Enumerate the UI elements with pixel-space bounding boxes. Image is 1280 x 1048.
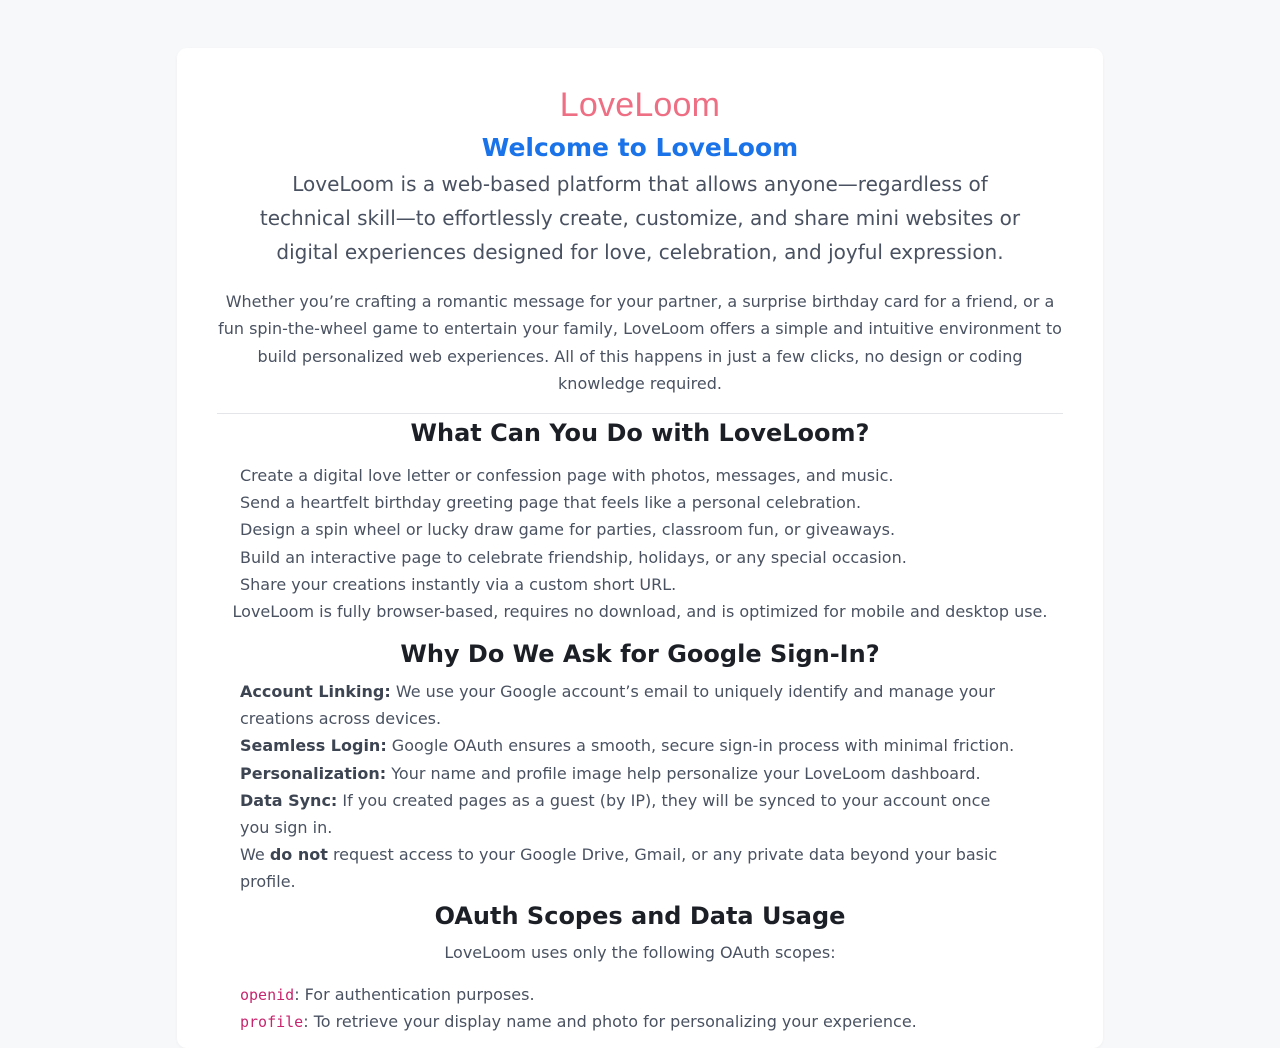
logo[interactable] [217, 85, 1063, 125]
signin-reasons-list [217, 678, 1063, 896]
reason-label: Personalization: [240, 763, 387, 783]
scopes-list [217, 982, 1063, 1035]
content-card [177, 48, 1103, 1048]
list-item: Share your creations instantly via a custom short URL. [240, 574, 677, 594]
content-inner [177, 85, 1103, 1035]
reason-label: Account Linking: [240, 682, 391, 701]
lead-paragraph: LoveLoom is a web-based platform that allows anyone—regardless of technical skill—to effortlessly create, customize, and share mini websites or digital experiences designed for love, celebration, and joyful expression. [259, 172, 1021, 264]
list-item: Build an interactive page to celebrate friendship, holidays, or any special occasion. [240, 547, 907, 567]
list-item [240, 678, 1023, 732]
privacy-statement [240, 841, 1023, 895]
list-item [240, 732, 1023, 759]
features-list [217, 462, 1063, 598]
list-item [240, 787, 1023, 841]
privacy-text-after: request access to your Google Drive, Gmail, or any private data beyond your basic profile. [240, 845, 998, 892]
scopes-heading: OAuth Scopes and Data Usage [434, 901, 846, 930]
scopes-intro: LoveLoom uses only the following OAuth scopes: [444, 943, 836, 963]
list-item: Create a digital love letter or confession page with photos, messages, and music. [240, 465, 894, 485]
list-item [240, 760, 1023, 787]
privacy-emphasis: do not [269, 845, 328, 865]
browser-note: LoveLoom is fully browser-based, requires no download, and is optimized for mobile and desktop use. [232, 602, 1048, 621]
scope-description: : To retrieve your display name and photo for personalizing your experience. [303, 1011, 917, 1031]
page-title: Welcome to LoveLoom [481, 133, 799, 162]
reason-label: Data Sync: [240, 790, 338, 810]
reason-label: Seamless Login: [240, 736, 387, 756]
reason-text: Your name and profile image help personalize your LoveLoom dashboard. [386, 763, 981, 783]
reason-text: We use your Google account’s email to uniquely identify and manage your creations across devices. [240, 682, 995, 729]
features-heading: What Can You Do with LoveLoom? [410, 419, 870, 448]
intro-paragraph: Whether you’re crafting a romantic message for your partner, a surprise birthday card for a friend, or a fun spin-the-wheel game to entertain your family, LoveLoom offers a simple and intuitive environment to build personalized web experiences. All of this happens in just a few clicks, no design or coding knowledge required. [218, 292, 1062, 393]
reason-text: Google OAuth ensures a smooth, secure sign-in process with minimal friction. [386, 736, 1015, 756]
list-item [240, 1009, 1063, 1036]
list-item [240, 982, 1063, 1009]
list-item: Design a spin wheel or lucky draw game for parties, classroom fun, or giveaways. [240, 520, 896, 540]
logo-wordmark: LoveLoom [559, 85, 721, 124]
section-divider [217, 413, 1063, 414]
list-item: Send a heartfelt birthday greeting page that feels like a personal celebration. [240, 493, 862, 513]
scope-code: profile [240, 1012, 304, 1031]
reason-text: If you created pages as a guest (by IP), they will be synced to your account once you sign in. [240, 790, 991, 838]
scope-description: : For authentication purposes. [294, 985, 535, 1005]
scope-code: openid [240, 986, 295, 1005]
signin-heading: Why Do We Ask for Google Sign-In? [400, 640, 880, 669]
privacy-text-before: We [240, 845, 270, 865]
